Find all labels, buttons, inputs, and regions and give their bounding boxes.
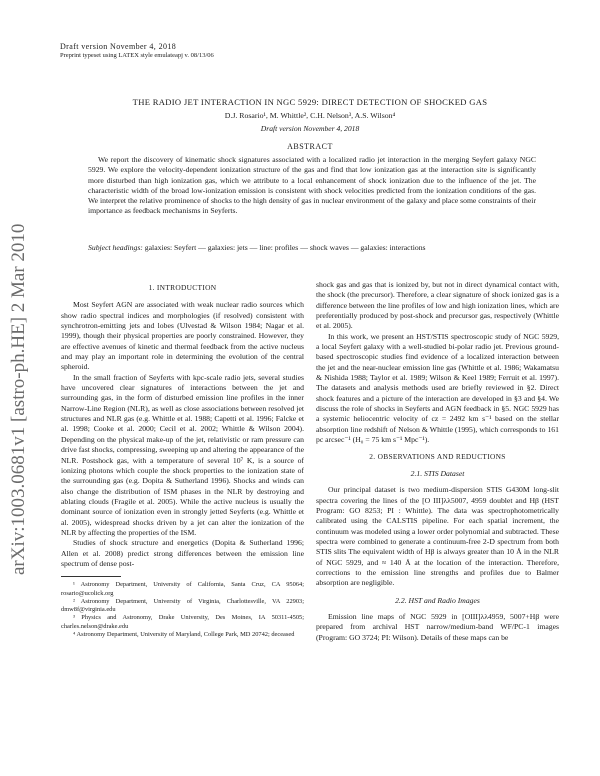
section-introduction-heading: 1. INTRODUCTION — [148, 283, 217, 292]
arxiv-sidebar-stamp: arXiv:1003.0681v1 [astro-ph.HE] 2 Mar 2010 — [8, 223, 29, 575]
paragraph: In the small fraction of Seyferts with kpc-scale radio jets, several studies have uncovered clear signatures of interactions between the jet and surrounding gas, in the form of disturbed emission line profiles in the inner Narrow-Line Region (NLR), as well as close associations between resolved jet structures and NLR gas (e.g. Whittle et al. 1988; Capetti et al. 1996; Falcke et al. 1998; Cooke et al. 2000; Cecil et al. 2002; Whittle & Wilson 2004). Depending on the physical make-up of the jet, relativistic or ram pressure can drive fast shocks, compressing, sweeping up and altering the appearance of the NLR. Postshock gas, with a temperature of several 10⁷ K, is a source of ionizing photons which couple the shock properties to the ionization state of the surrounding gas (e.g. Dopita & Sutherland 1996). Shocks and winds can also change the distribution of ISM phases in the NLR by destroying and ablating clouds (Fragile et al. 2005). While the active nucleus is usually the dominant source of ionization even in strongly jetted Seyferts (e.g. Whittle et al. 2005), widespread shocks driven by a jet can alter the ionization of the NLR by affecting the properties of the ISM. — [61, 372, 304, 537]
section-observations-heading: 2. OBSERVATIONS AND REDUCTIONS — [369, 451, 506, 461]
paragraph: shock gas and gas that is ionized by, but not in direct dynamical contact with, the shock (the precursor). Therefore, a clear signature of shock ionized gas is a difference between the line profiles of low and high ionization lines, which are preferentially produced by post-shock and precursor gas, respectively (Whittle et al. 2005). — [316, 280, 559, 331]
paragraph: Emission line maps of NGC 5929 in [OIII]λλ4959, 5007+Hβ were prepared from archival HST narrow/medium-band WF/PC-1 images (Program: GO 3724; PI: Wilson). Details of these maps can be — [316, 611, 559, 642]
footnote-rule — [61, 576, 121, 577]
right-column — [316, 280, 559, 643]
paragraph: Studies of shock structure and energetics (Dopita & Sutherland 1996; Allen et al. 2008) predict strong differences between the emission line spectrum of dense post- — [61, 538, 304, 568]
author-list: D.J. Rosario¹, M. Whittle², C.H. Nelson³, A.S. Wilson⁴ — [224, 111, 396, 120]
paragraph: Most Seyfert AGN are associated with weak nuclear radio sources which show radio spectral indices and morphologies (if resolved) consistent with synchrotron-emitting jets and lobes (Ulvestad & Wilson 1984; Nagar et al. 1999), though their physical properties are poorly constrained. However, they are effective avenues of kinetic and thermal feedback from the active nucleus and may play an important role in determining the evolution of the central spheroid. — [61, 300, 304, 372]
footnote: ² Astronomy Department, University of Virginia, Charlottesville, VA 22903; dmw8f@virginia.edu — [61, 597, 304, 614]
draft-line: Draft version November 4, 2018 — [60, 42, 177, 51]
paper-title: THE RADIO JET INTERACTION IN NGC 5929: DIRECT DETECTION OF SHOCKED GAS — [132, 97, 488, 107]
subsection-stis-heading: 2.1. STIS Dataset — [410, 468, 465, 478]
paragraph: In this work, we present an HST/STIS spectroscopic study of NGC 5929, a local Seyfert galaxy with a well-studied bi-polar radio jet. Previous ground-based spectroscopic studies find evidence of a localized interaction between the jet and the near-nuclear emission line gas (Whittle et al. 1986; Wakamatsu & Nishida 1988; Taylor et al. 1989; Wilson & Keel 1989; Ferruit et al. 1997). The datasets and analysis methods used are briefly reviewed in §2. Direct shock features and a picture of the interaction are developed in §3 and §4. We discuss the role of shocks in Seyferts and AGN feedback in §5. NGC 5929 has a systemic heliocentric velocity of cz = 2492 km s⁻¹ based on the stellar absorption line redshift of Nelson & Whittle (1995), which corresponds to 161 pc arcsec⁻¹ (H₀ = 75 km s⁻¹ Mpc⁻¹). — [316, 331, 559, 445]
footnote: ³ Physics and Astronomy, Drake University, Des Moines, IA 50311-4505; charles.nelson@drake.edu — [61, 614, 304, 630]
paragraph: Our principal dataset is two medium-dispersion STIS G430M long-slit spectra covering the lines of the [O III]λλ5007, 4959 doublet and Hβ (HST Program: GO 8253; PI : Whittle). The data was spectrophotometrically calibrated using the CALSTIS pipeline. For each spatial increment, the continuum was modeled using a lower order polynomial and subtracted. These spectra were combined to generate a continuum-free 2-D spectrum from both STIS slits The equivalent width of Hβ is always greater than 10 Å in the NLR of NGC 5929, and ≈ 140 Å at the location of the interaction. Therefore, corrections to the emission line strengths and profiles due to Balmer absorption are negligible. — [316, 485, 559, 588]
left-column — [61, 280, 304, 639]
draft-date: Draft version November 4, 2018 — [260, 124, 360, 133]
subsection-hst-radio-heading: 2.2. HST and Radio Images — [395, 595, 480, 605]
footnote: ⁴ Astronomy Department, University of Maryland, College Park, MD 20742; deceased — [73, 631, 295, 639]
abstract-text: We report the discovery of kinematic shock signatures associated with a localized radio jet interaction in the merging Seyfert galaxy NGC 5929. We explore the velocity-dependent ionization structure of the gas and find that low ionization gas at the interaction site is significantly more disturbed than high ionization gas, which we attribute to a local enhancement of shock ionization due to the influence of the jet. The characteristic width of the broad low-ionization emission is consistent with shock velocities predicted from the ionization conditions of the gas. We interpret the relative prominence of shocks to the high density of gas in nuclear environment of the galaxy and place some constraints of their importance as feedback mechanisms in Seyferts. — [88, 155, 536, 216]
subject-headings-text: galaxies: Seyfert — galaxies: jets — line: profiles — shock waves — galaxies: interactions — [144, 243, 426, 252]
footnote: ¹ Astronomy Department, University of California, Santa Cruz, CA 95064; rosario@ucolick.org — [61, 581, 304, 597]
abstract-heading: ABSTRACT — [287, 142, 333, 151]
subject-headings — [88, 243, 536, 253]
subject-headings-label: Subject headings: — [88, 243, 143, 252]
preprint-line: Preprint typeset using LATEX style emulateapj v. 08/13/06 — [60, 52, 214, 59]
